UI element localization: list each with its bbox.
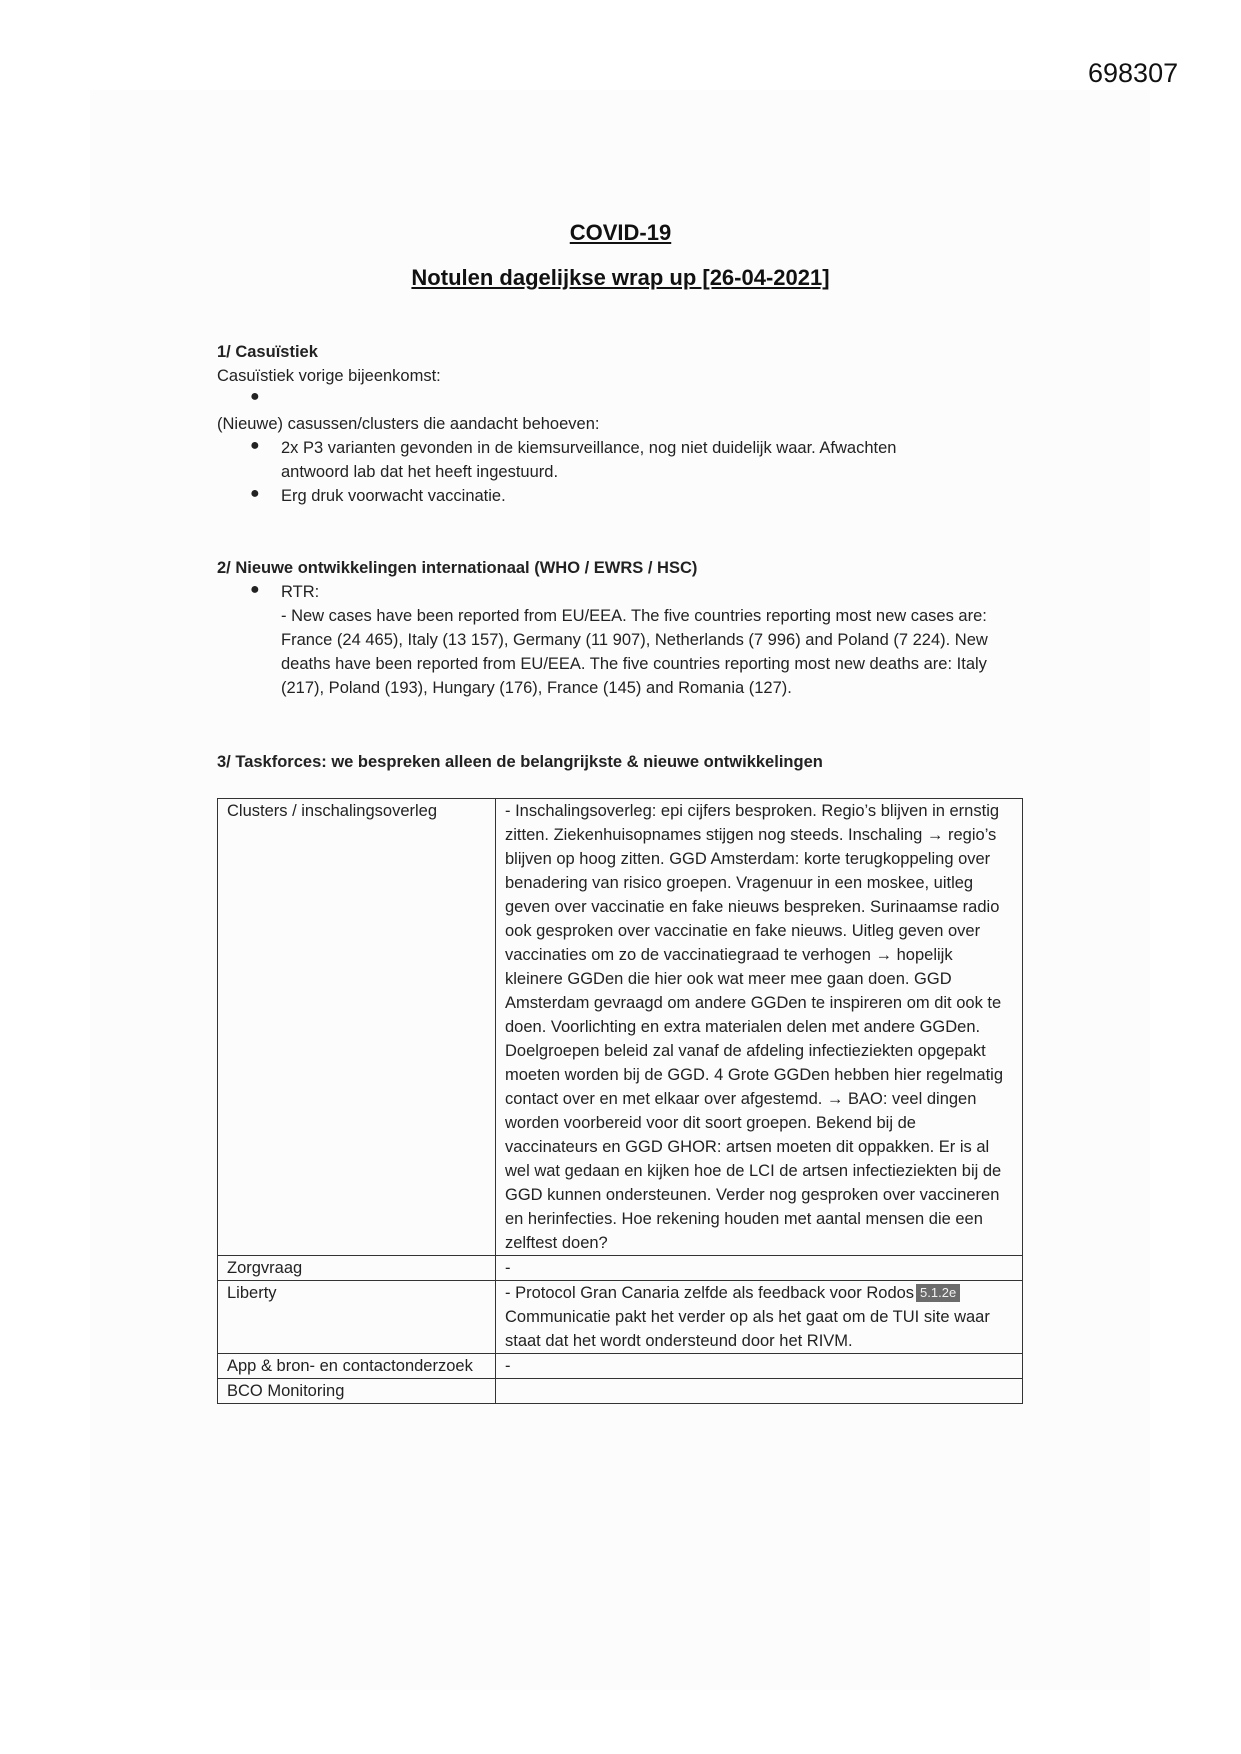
- row-label: Clusters / inschalingsoverleg: [218, 799, 496, 1256]
- row-content: - Inschalingsoverleg: epi cijfers besproken. Regio’s blijven in ernstig zitten. Ziekenhuisopnames stijgen nog steeds. Inschaling → regio’s blijven op hoog zitten. GGD Amsterdam: korte terugkoppeling over benadering van risico groepen. Vragenuur in een moskee, uitleg geven over vaccinatie en fake nieuws bespreken. Surinaamse radio ook gesproken over vaccinatie en fake nieuws. Uitleg geven over vaccinaties om zo de vaccinatiegraad te verhogen → hopelijk kleinere GGDen die hier ook wat meer mee gaan doen. GGD Amsterdam gevraagd om andere GGDen te inspireren om dit ook te doen. Voorlichting en extra materialen delen met andere GGDen. Doelgroepen beleid zal vanaf de afdeling infectieziekten opgepakt moeten worden bij de GGD. 4 Grote GGDen hebben hier regelmatig contact over en met elkaar over afgestemd. → BAO: veel dingen worden voorbereid voor dit soort groepen. Bekend bij de vaccinateurs en GGD GHOR: artsen moeten dit oppakken. Er is al wel wat gedaan en kijken hoe de LCI de artsen infectieziekten bij de GGD kunnen ondersteunen. Verder nog gesproken over vaccineren en herinfecties. Hoe rekening houden met aantal mensen die een zelftest doen?: [496, 799, 1023, 1256]
- section1-bullet2: Erg druk voorwacht vaccinatie.: [281, 487, 506, 505]
- row-content-part-b: Communicatie pakt het verder op als het gaat om de TUI site waar staat dat het wordt ondersteund door het RIVM.: [505, 1308, 990, 1350]
- section1-prev-label: Casuïstiek vorige bijeenkomst:: [217, 367, 441, 385]
- section2-bullet-label: RTR:: [281, 583, 320, 601]
- bullet-dot: ●: [250, 388, 260, 405]
- row-label: Liberty: [218, 1281, 496, 1354]
- row-content: [496, 1281, 1023, 1354]
- section1-new-label: (Nieuwe) casussen/clusters die aandacht behoeven:: [217, 415, 600, 433]
- section2-heading: 2/ Nieuwe ontwikkelingen internationaal (WHO / EWRS / HSC): [217, 559, 698, 577]
- bullet-dot: ●: [250, 581, 260, 598]
- table-row: [218, 1281, 1023, 1354]
- bullet-dot: ●: [250, 485, 260, 502]
- table-row: [218, 1354, 1023, 1379]
- bullet-dot: ●: [250, 437, 260, 454]
- taskforces-table: [217, 798, 1023, 1404]
- row-content-part-a: - Protocol Gran Canaria zelfde als feedback voor Rodos: [505, 1284, 915, 1302]
- section2-rtr-paragraph: - New cases have been reported from EU/EEA. The five countries reporting most new cases are: France (24 465), Italy (13 157), Germany (11 907), Netherlands (7 996) and Poland (7 224). New deaths have been reported from EU/EEA. The five countries reporting most new deaths are: Italy (217), Poland (193), Hungary (176), France (145) and Romania (127).: [281, 607, 988, 697]
- section3-heading: 3/ Taskforces: we bespreken alleen de belangrijkste & nieuwe ontwikkelingen: [217, 753, 823, 771]
- table-row: [218, 1256, 1023, 1281]
- row-label: Zorgvraag: [218, 1256, 496, 1281]
- table-row: [218, 799, 1023, 1256]
- row-content: -: [496, 1354, 1023, 1379]
- section1-bullet1-line1: 2x P3 varianten gevonden in de kiemsurveillance, nog niet duidelijk waar. Afwachten: [281, 439, 897, 457]
- document-subtitle: Notulen dagelijkse wrap up [26-04-2021]: [411, 265, 830, 290]
- document-id: 698307: [1088, 58, 1179, 88]
- document-title: COVID-19: [569, 220, 672, 245]
- row-content: [496, 1379, 1023, 1404]
- table-row: [218, 1379, 1023, 1404]
- row-content: -: [496, 1256, 1023, 1281]
- row-label: BCO Monitoring: [218, 1379, 496, 1404]
- section1-bullet1-line2: antwoord lab dat het heeft ingestuurd.: [281, 463, 559, 481]
- section1-heading: 1/ Casuïstiek: [217, 343, 318, 361]
- redaction-label: 5.1.2e: [916, 1284, 960, 1302]
- row-label: App & bron- en contactonderzoek: [218, 1354, 496, 1379]
